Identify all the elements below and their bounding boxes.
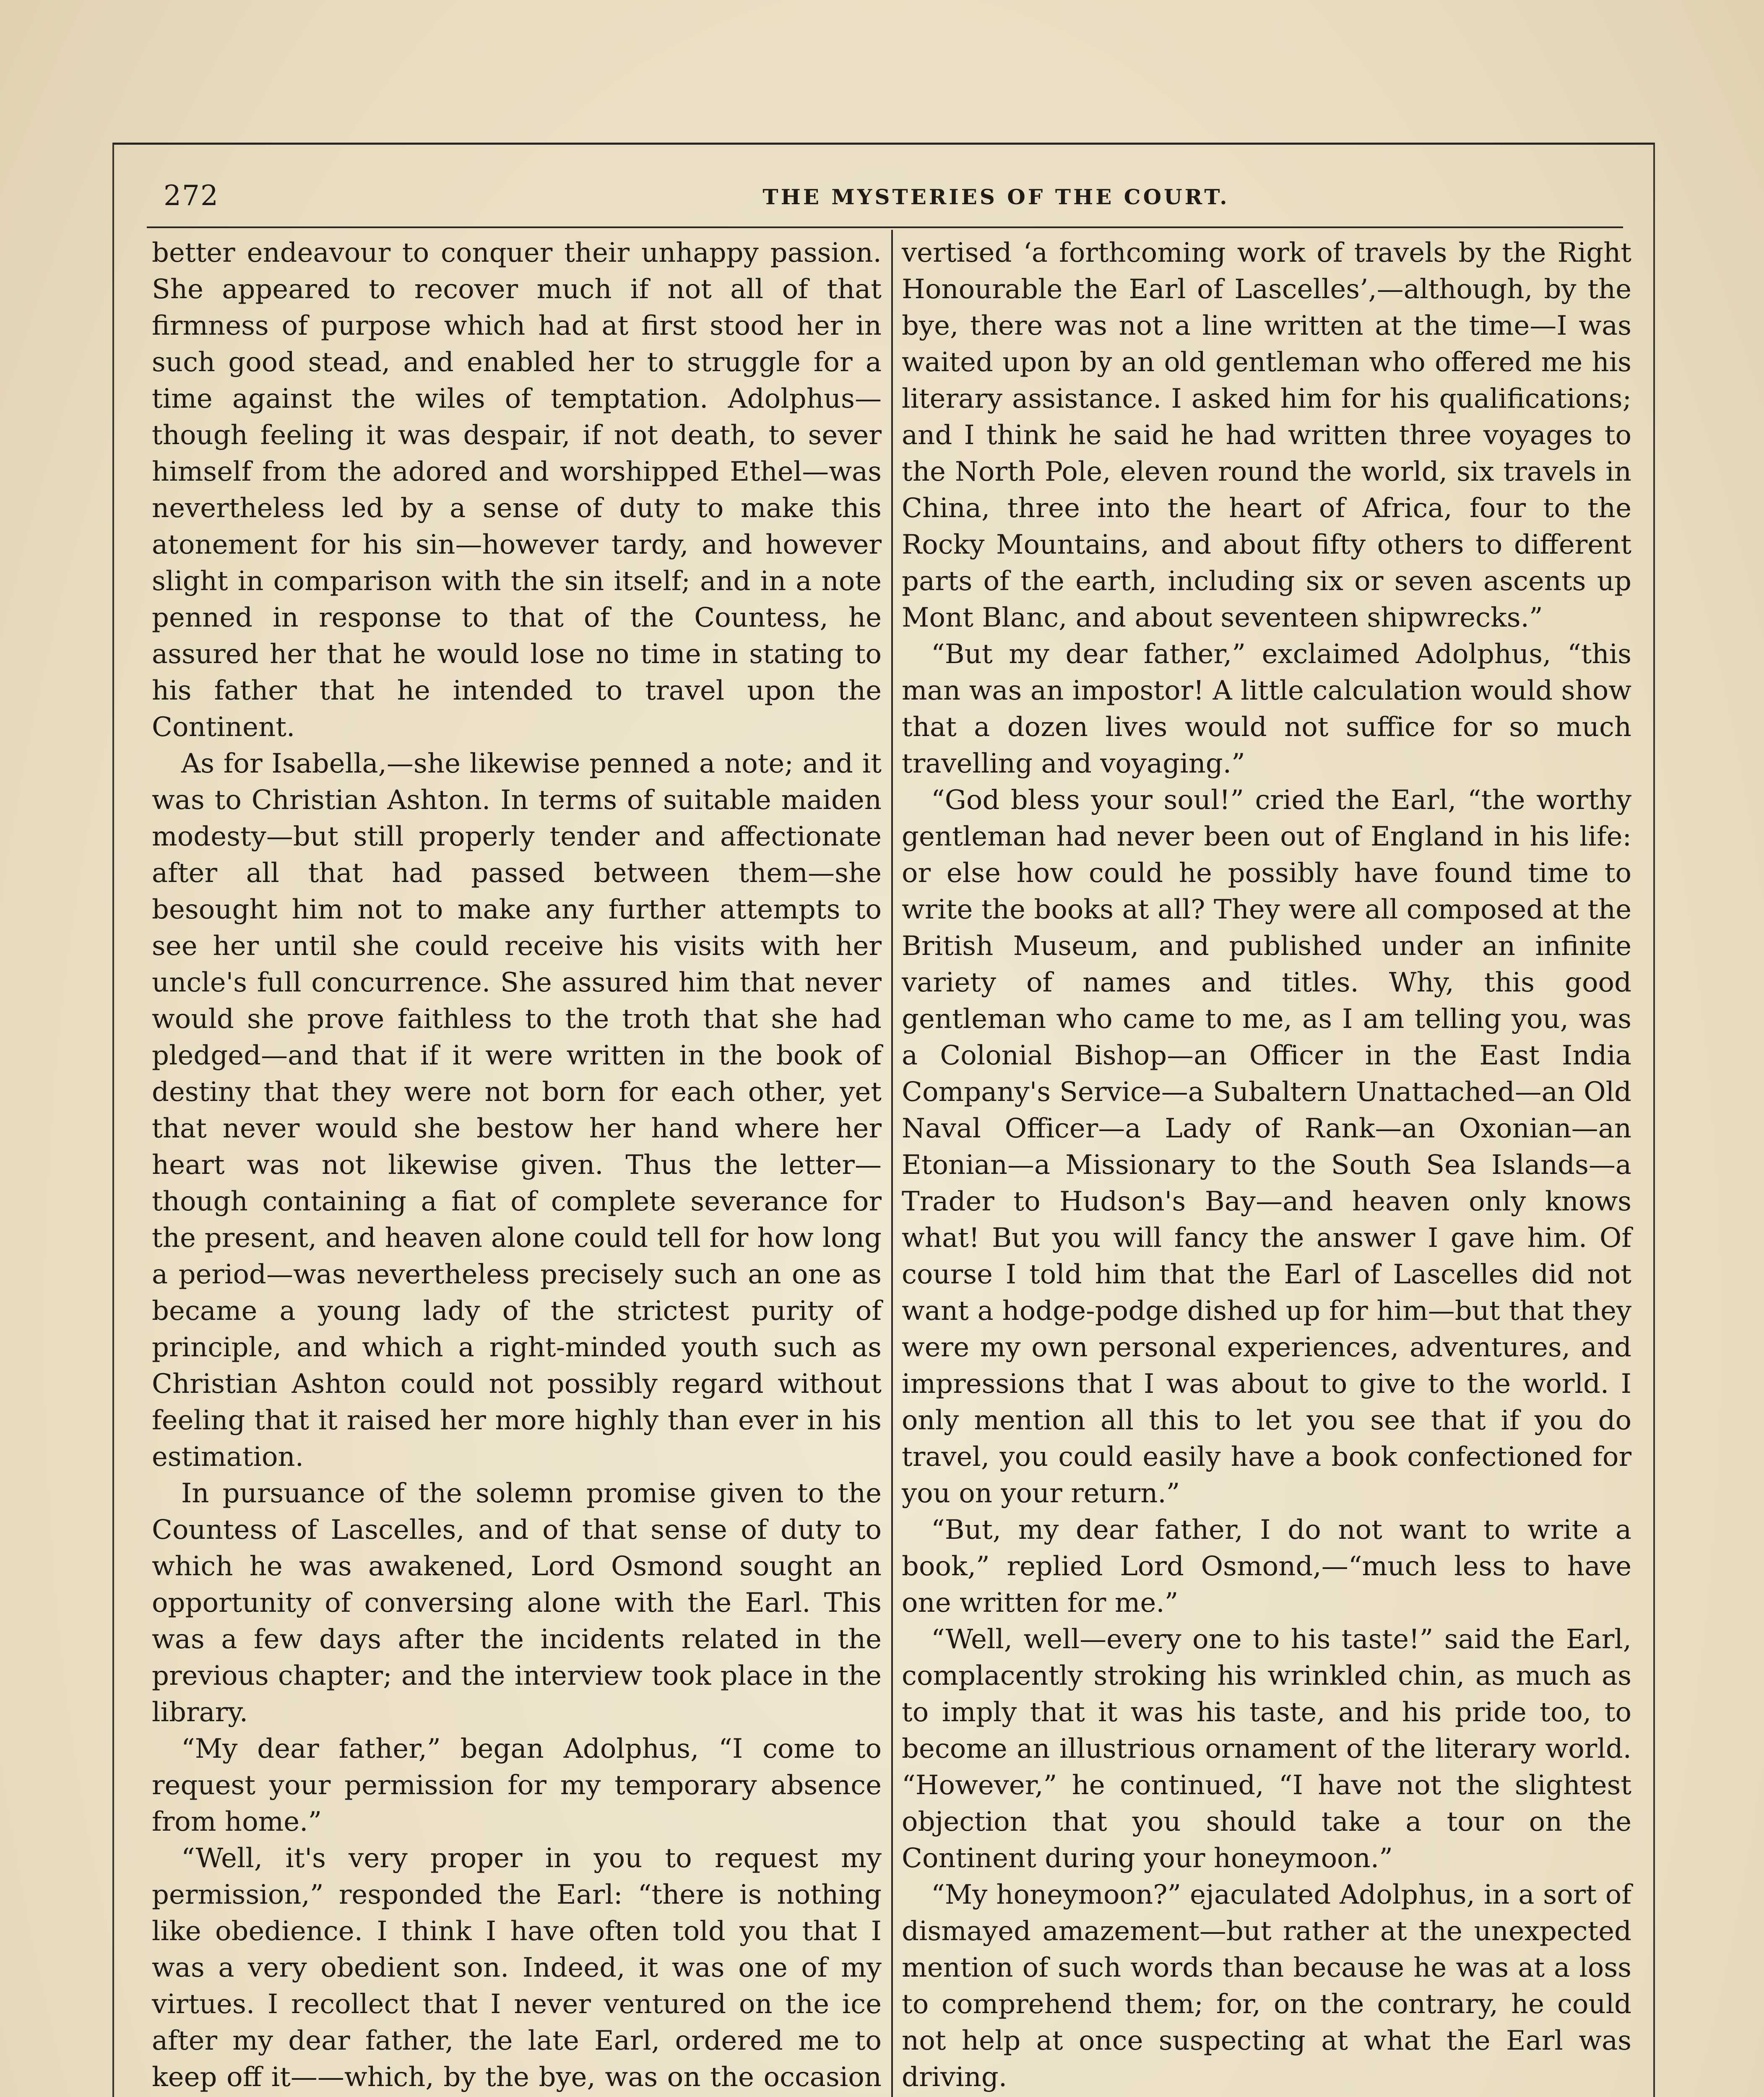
paragraph: “Well, well—every one to his taste!” said the Earl, complacently stroking his wrinkled chin, as much as to imply that it was his taste, and his pride too, to become an illustrious ornament of the literary world. “However,” he continued, “I have not the slightest objection that you should take a tour on the Continent during your honeymoon.” — [902, 1624, 1631, 1874]
paragraph: vertised ‘a forthcoming work of travels by the Right Honourable the Earl of Lascelles’,—although, by the bye, there was not a line written at the time—I was waited upon by an old gentleman who offered me his literary assistance. I asked him for his qualifications; and I think he said he had written three voyages to the North Pole, eleven round the world, six travels in China, three into the heart of Africa, four to the Rocky Mountains, and about fifty others to different parts of the earth, including six or seven ascents up Mont Blanc, and about seventeen shipwrecks.” — [902, 237, 1631, 633]
paragraph: “Well, it's very proper in you to request my permission,” responded the Earl: “there is nothing like obedience. I think I have often told you that I was a very obedient son. Indeed, it was one of my virtues. I recollect that I never ventured on the ice after my dear father, the late Earl, ordered me to keep off it——which, by the bye, was on the occasion — [152, 1843, 882, 2093]
column-divider — [891, 230, 893, 2097]
paragraph: “God bless your soul!” cried the Earl, “the worthy gentleman had never been out of England in his life: or else how could he possibly have found time to write the books at all? They were all composed at the British Museum, and published under an infinite variety of names and titles. Why, this good gentleman who came to me, as I am telling you, was a Colonial Bishop—an Officer in the East India Company's Service—a Subaltern Unattached—an Old Naval Officer—a Lady of Rank—an Oxonian—an Etonian—a Missionary to the South Sea Islands—a Trader to Hudson's Bay—and heaven only knows what! But you will fancy the answer I gave him. Of course I told him that the Earl of Lascelles did not want a hodge-podge dished up for him—but that they were my own personal experiences, adventures, and impressions that I was about to give to the world. I only mention all this to let you see that if you do travel, you could easily have a book confectioned for you on your return.” — [902, 785, 1631, 1509]
page-number: 272 — [164, 180, 219, 212]
paragraph: “My honeymoon?” ejaculated Adolphus, in a sort of dismayed amazement—but rather at the unexpected mention of such words than because he was at a loss to comprehend them; for, on the contrary, he could not help at once suspecting at what the Earl was driving. — [902, 1879, 1631, 2093]
left-column — [152, 235, 882, 2097]
paragraph: better endeavour to conquer their unhappy passion. She appeared to recover much if not all of that firmness of purpose which had at first stood her in such good stead, and enabled her to struggle for a time against the wiles of temptation. Adolphus—though feeling it was despair, if not death, to sever himself from the adored and worshipped Ethel—was nevertheless led by a sense of duty to make this atonement for his sin—however tardy, and however slight in comparison with the sin itself; and in a note penned in response to that of the Countess, he assured her that he would lose no time in stating to his father that he intended to travel upon the Continent. — [152, 237, 882, 743]
header-rule — [147, 226, 1623, 228]
right-column — [902, 235, 1631, 2097]
paragraph: As for Isabella,—she likewise penned a note; and it was to Christian Ashton. In terms of suitable maiden modesty—but still properly tender and affectionate after all that had passed between them—she besought him not to make any further attempts to see her until she could receive his visits with her uncle's full concurrence. She assured him that never would she prove faithless to the troth that she had pledged—and that if it were written in the book of destiny that they were not born for each other, yet that never would she bestow her hand where her heart was not likewise given. Thus the letter—though containing a fiat of complete severance for the present, and heaven alone could tell for how long a period—was nevertheless precisely such an one as became a young lady of the strictest purity of principle, and which a right-minded youth such as Christian Ashton could not possibly regard without feeling that it raised her more highly than ever in his estimation. — [152, 748, 882, 1473]
running-head: THE MYSTERIES OF THE COURT. — [762, 185, 1230, 209]
paragraph: “But my dear father,” exclaimed Adolphus, “this man was an impostor! A little calculation would show that a dozen lives would not suffice for so much travelling and voyaging.” — [902, 639, 1631, 779]
paragraph: “My dear father,” began Adolphus, “I come to request your permission for my temporary absence from home.” — [152, 1733, 882, 1837]
paragraph: In pursuance of the solemn promise given to the Countess of Lascelles, and of that sense of duty to which he was awakened, Lord Osmond sought an opportunity of conversing alone with the Earl. This was a few days after the incidents related in the previous chapter; and the interview took place in the library. — [152, 1478, 882, 1728]
paragraph: “But, my dear father, I do not want to write a book,” replied Lord Osmond,—“much less to have one written for me.” — [902, 1514, 1631, 1618]
